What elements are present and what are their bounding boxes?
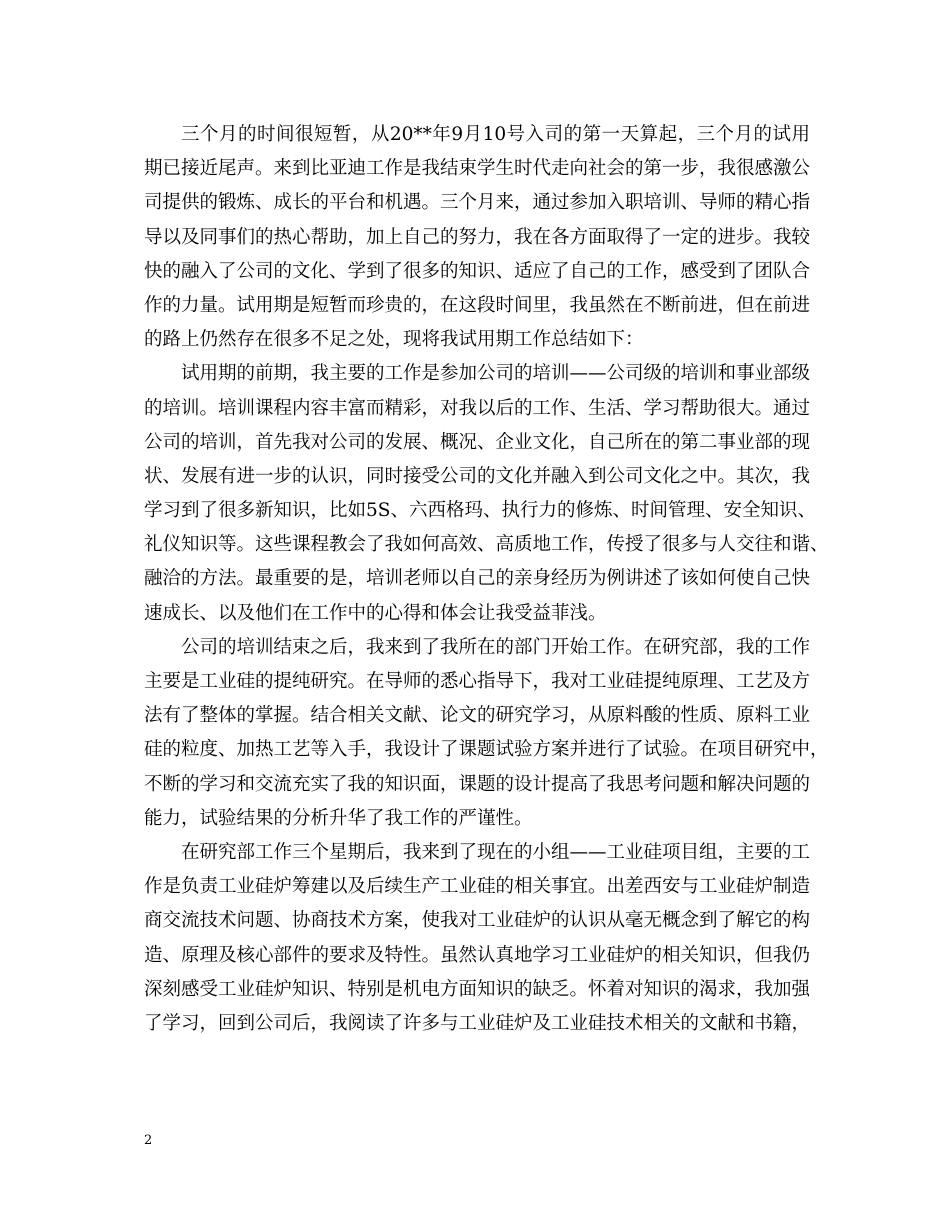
text-line: 硅的粒度、加热工艺等入手，我设计了课题试验方案并进行了试验。在项目研究中， [144,739,829,761]
text-line: 的培训。培训课程内容丰富而精彩，对我以后的工作、生活、学习帮助很大。通过 [144,397,811,419]
text-line: 主要是工业硅的提纯研究。在导师的悉心指导下，我对工业硅提纯原理、工艺及方 [144,671,811,692]
text-line: 的路上仍然存在很多不足之处，现将我试用期工作总结如下： [144,329,644,351]
text-line: 作的力量。试用期是短暂而珍贵的，在这段时间里，我虽然在不断前进，但在前进 [144,294,811,316]
text-line: 导以及同事们的热心帮助，加上自己的努力，我在各方面取得了一定的进步。我较 [144,226,811,248]
text-line: 期已接近尾声。来到比亚迪工作是我结束学生时代走向社会的第一步，我很感激公 [144,158,811,180]
text-line: 公司的培训结束之后，我来到了我所在的部门开始工作。在研究部，我的工作 [181,636,811,658]
text-line: 学习到了很多新知识，比如5S、六西格玛、执行力的修炼、时间管理、安全知识、 [144,500,816,522]
text-line: 试用期的前期，我主要的工作是参加公司的培训——公司级的培训和事业部级 [181,363,811,385]
page-number: 2 [144,1133,153,1148]
text-line: 造、原理及核心部件的要求及特性。虽然认真地学习工业硅炉的相关知识，但我仍 [144,944,811,966]
text-line: 状、发展有进一步的认识，同时接受公司的文化并融入到公司文化之中。其次，我 [144,465,811,487]
text-line: 快的融入了公司的文化、学到了很多的知识、适应了自己的工作，感受到了团队合 [144,260,811,282]
text-line: 速成长、以及他们在工作中的心得和体会让我受益菲浅。 [144,602,607,624]
document-body [144,118,829,1041]
text-line: 礼仪知识等。这些课程教会了我如何高效、高质地工作，传授了很多与人交往和谐、 [144,534,829,556]
text-line: 公司的培训，首先我对公司的发展、概况、企业文化，自己所在的第二事业部的现 [144,431,811,453]
paragraph-3 [144,631,829,836]
text-line: 融洽的方法。最重要的是，培训老师以自己的亲身经历为例讲述了该如何使自己快 [144,568,811,590]
text-line: 在研究部工作三个星期后，我来到了现在的小组——工业硅项目组，主要的工 [181,841,811,863]
text-line: 商交流技术问题、协商技术方案，使我对工业硅炉的认识从毫无概念到了解它的构 [144,910,811,932]
text-line: 三个月的时间很短暂，从20**年9月10号入司的第一天算起，三个月的试用 [181,124,810,145]
paragraph-1 [144,118,810,357]
text-line: 法有了整体的掌握。结合相关文献、论文的研究学习，从原料酸的性质、原料工业 [144,705,811,727]
text-line: 深刻感受工业硅炉知识、特别是机电方面知识的缺乏。怀着对知识的渴求，我加强 [144,978,811,1000]
text-line: 作是负责工业硅炉筹建以及后续生产工业硅的相关事宜。出差西安与工业硅炉制造 [144,876,811,898]
text-line: 司提供的锻炼、成长的平台和机遇。三个月来，通过参加入职培训、导师的精心指 [144,192,811,214]
paragraph-2 [144,357,829,631]
paragraph-4 [144,836,810,1041]
text-line: 不断的学习和交流充实了我的知识面，课题的设计提高了我思考问题和解决问题的 [144,773,811,795]
text-line: 了学习，回到公司后，我阅读了许多与工业硅炉及工业硅技术相关的文献和书籍， [144,1012,811,1034]
text-line: 能力，试验结果的分析升华了我工作的严谨性。 [144,807,533,829]
